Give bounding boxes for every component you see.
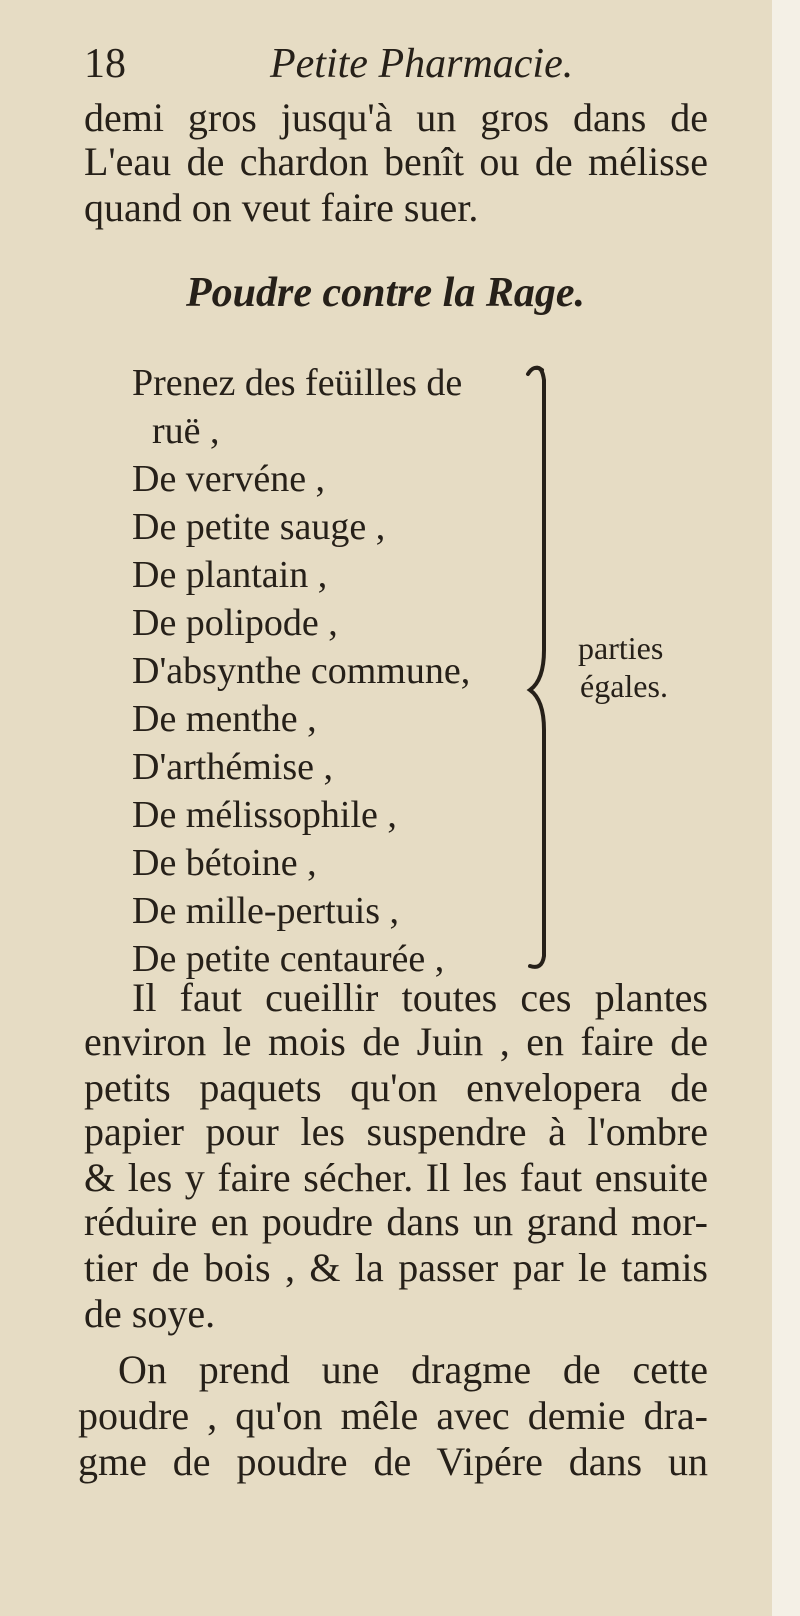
section-heading: Poudre contre la Rage.	[186, 270, 585, 316]
body-line: réduire en poudre dans un grand mor-	[84, 1199, 708, 1244]
brace-label: parties	[578, 630, 664, 666]
recipe-item: D'arthémise ,	[132, 746, 334, 788]
page-number: 18	[84, 41, 126, 87]
recipe-item: De petite sauge ,	[132, 506, 386, 548]
intro-line: demi gros jusqu'à un gros dans de	[84, 95, 708, 140]
recipe-item: De petite centaurée ,	[132, 938, 445, 980]
recipe-item: De menthe ,	[132, 698, 317, 740]
body-line: papier pour les suspendre à l'ombre	[84, 1109, 708, 1154]
intro-line: L'eau de chardon benît ou de mélisse	[84, 139, 708, 184]
curly-brace	[500, 360, 570, 970]
recipe-item: De plantain ,	[132, 554, 328, 596]
body-line: de soye.	[84, 1291, 216, 1336]
body-line: On prend une dragme de cette	[118, 1347, 708, 1392]
page-edge	[772, 0, 800, 1616]
body-line: poudre , qu'on mêle avec demie dra-	[78, 1393, 708, 1438]
recipe-item: D'absynthe commune,	[132, 650, 471, 692]
body-line: petits paquets qu'on envelopera de	[84, 1065, 708, 1110]
body-line: environ le mois de Juin , en faire de	[84, 1019, 708, 1064]
recipe-item: Prenez des feüilles de	[132, 362, 463, 404]
running-title: Petite Pharmacie.	[270, 41, 574, 87]
body-line: & les y faire sécher. Il les faut ensuite	[84, 1155, 708, 1200]
recipe-item: De bétoine ,	[132, 842, 317, 884]
recipe-item: De polipode ,	[132, 602, 338, 644]
intro-line: quand on veut faire suer.	[84, 185, 479, 230]
brace-label: égales.	[580, 668, 668, 704]
recipe-item: De mille-pertuis ,	[132, 890, 399, 932]
recipe-item: ruë ,	[152, 410, 220, 452]
recipe-item: De mélissophile ,	[132, 794, 397, 836]
body-line: Il faut cueillir toutes ces plantes	[132, 975, 708, 1020]
body-line: tier de bois , & la passer par le tamis	[84, 1245, 708, 1290]
recipe-item: De vervéne ,	[132, 458, 326, 500]
body-line: gme de poudre de Vipére dans un	[78, 1439, 708, 1484]
